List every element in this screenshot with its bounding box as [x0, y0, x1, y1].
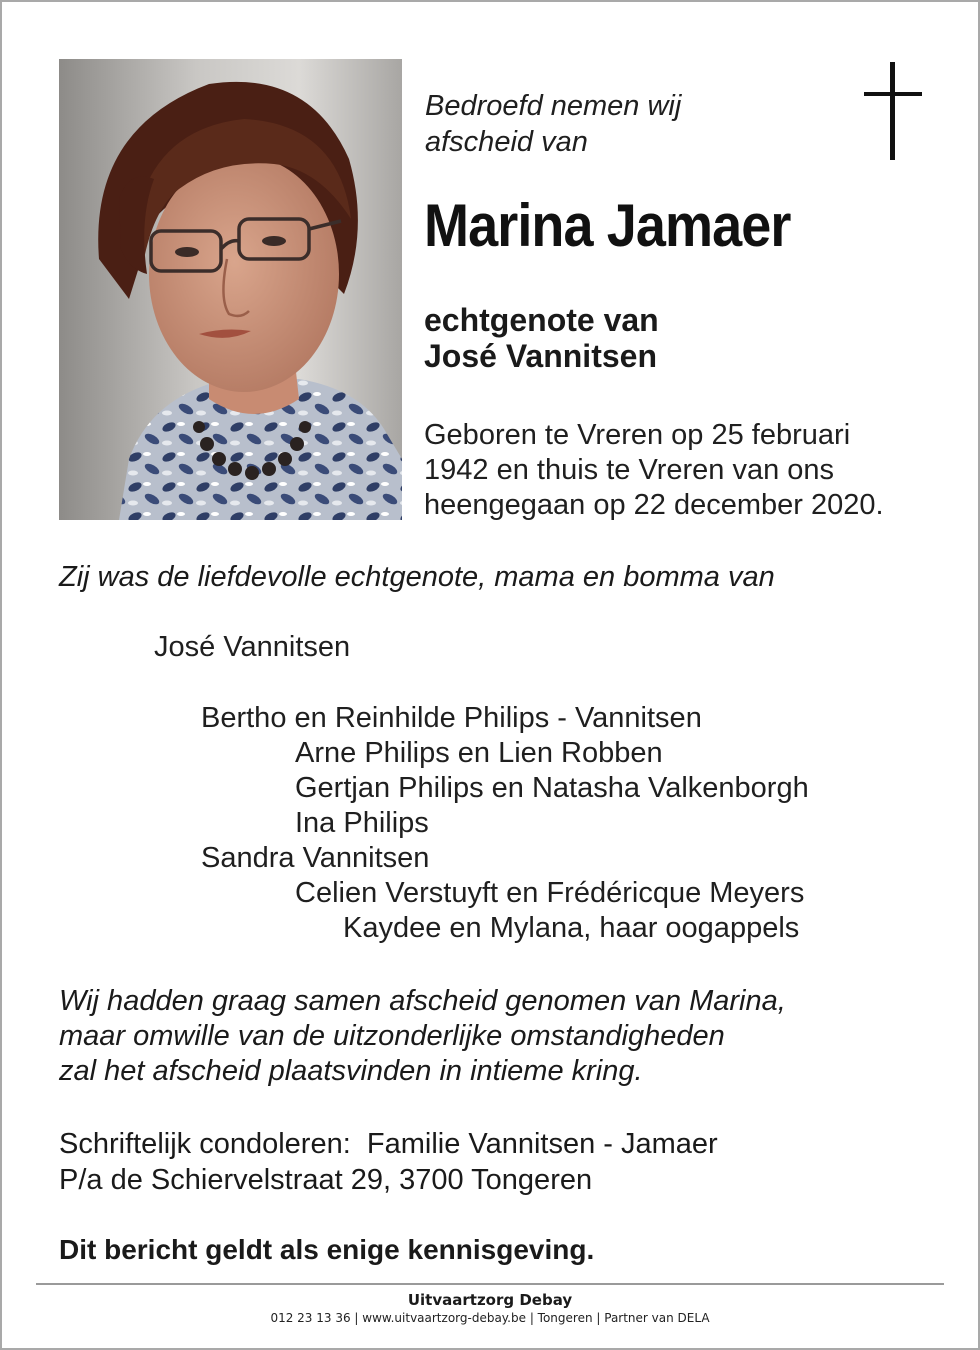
notice-line: maar omwille van de uitzonderlijke omstandigheden: [59, 1020, 725, 1052]
intro-line: afscheid van: [425, 126, 588, 158]
farewell-notice: [59, 984, 939, 1089]
family-member: Ina Philips: [295, 807, 429, 839]
intro-text: [425, 88, 825, 160]
biography-text: [424, 418, 964, 523]
family-member: Sandra Vannitsen: [201, 842, 430, 874]
relation-line: José Vannitsen: [424, 338, 657, 374]
notice-line: Wij hadden graag samen afscheid genomen van Marina,: [59, 985, 786, 1017]
funeral-home-contact: 012 23 13 36 | www.uitvaartzorg-debay.be | Tongeren | Partner van DELA: [270, 1311, 710, 1325]
family-member: Kaydee en Mylana, haar oogappels: [343, 912, 800, 944]
relation-line: echtgenote van: [424, 302, 659, 338]
condolence-line: P/a de Schiervelstraat 29, 3700 Tongeren: [59, 1164, 593, 1196]
funeral-home-name: Uitvaartzorg Debay: [407, 1291, 573, 1309]
footer-divider: [36, 1283, 944, 1285]
cross-icon: [864, 62, 922, 160]
biography-line: heengegaan op 22 december 2020.: [424, 489, 884, 521]
family-intro: Zij was de liefdevolle echtgenote, mama en bomma van: [59, 561, 775, 593]
deceased-name: Marina Jamaer: [424, 192, 791, 259]
closing-statement: Dit bericht geldt als enige kennisgeving.: [59, 1234, 595, 1265]
relation-text: [424, 302, 944, 374]
condolence-line: Schriftelijk condoleren: Familie Vannitsen - Jamaer: [59, 1128, 718, 1160]
intro-line: Bedroefd nemen wij: [425, 90, 682, 122]
biography-line: 1942 en thuis te Vreren van ons: [424, 454, 835, 486]
family-spouse: José Vannitsen: [154, 631, 351, 663]
family-member: Celien Verstuyft en Frédéricque Meyers: [295, 877, 805, 909]
notice-line: zal het afscheid plaatsvinden in intieme kring.: [59, 1055, 643, 1087]
portrait-photo: [59, 59, 402, 520]
condolence-address: [59, 1126, 939, 1198]
family-member: Arne Philips en Lien Robben: [295, 737, 663, 769]
family-member: Gertjan Philips en Natasha Valkenborgh: [295, 772, 809, 804]
biography-line: Geboren te Vreren op 25 februari: [424, 419, 851, 451]
family-member: Bertho en Reinhilde Philips - Vannitsen: [201, 702, 702, 734]
